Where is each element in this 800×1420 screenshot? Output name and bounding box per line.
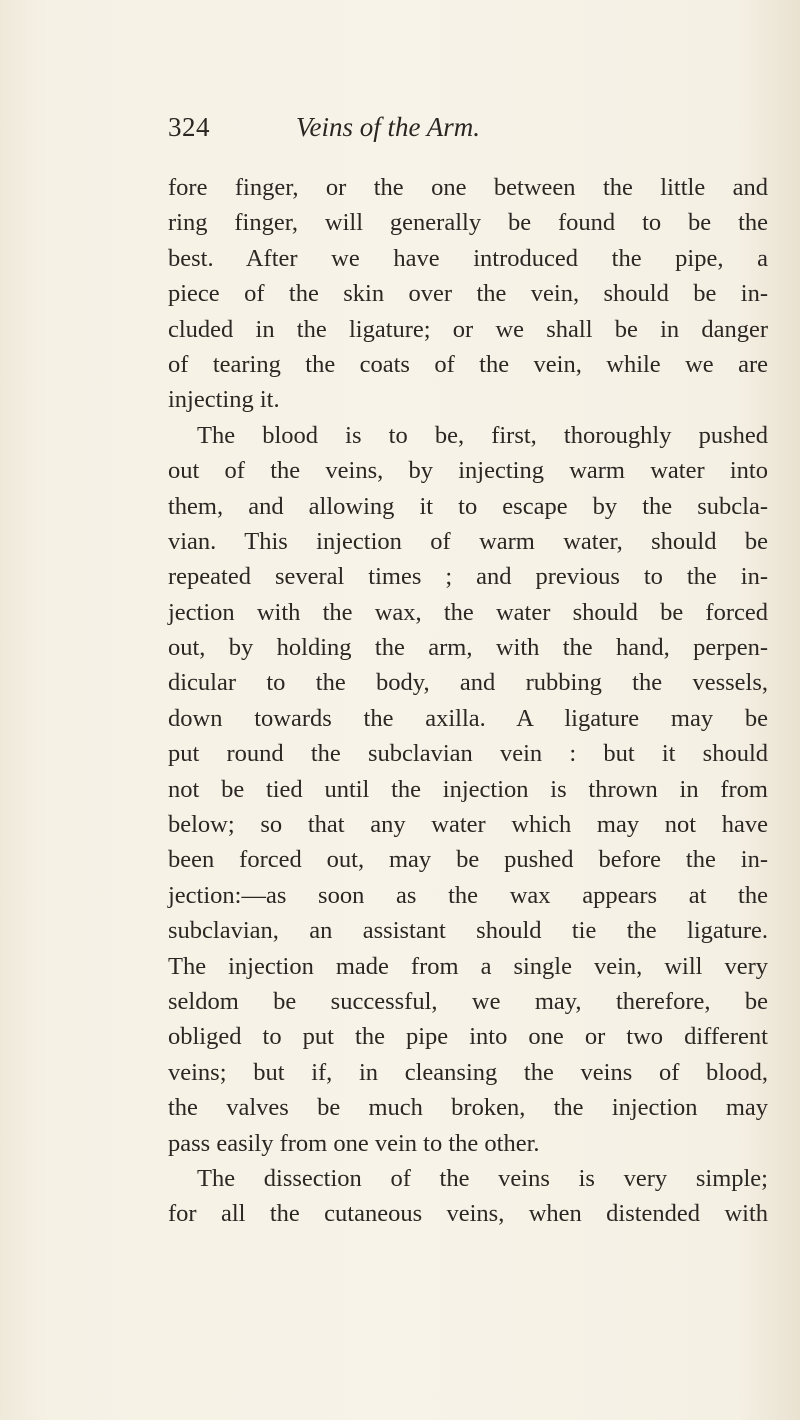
text-line: jection:—as soon as the wax appears at the [168, 881, 768, 909]
text-line: repeated several times ; and previous to the in- [168, 563, 768, 591]
text-line: out of the veins, by injecting warm water into [168, 457, 768, 485]
text-line: dicular to the body, and rubbing the vessels, [168, 669, 768, 697]
text-line: fore finger, or the one between the little and [168, 174, 768, 201]
text-line: veins; but if, in cleansing the veins of blood, [168, 1058, 768, 1086]
text-line: injecting it. [168, 386, 280, 414]
text-line: piece of the skin over the vein, should be in- [168, 280, 768, 308]
text-line: subclavian, an assistant should tie the ligature. [168, 917, 768, 945]
text-line: out, by holding the arm, with the hand, perpen- [168, 634, 768, 662]
text-line: vian. This injection of warm water, should be [168, 527, 768, 555]
page-number: 324 [168, 112, 210, 142]
text-line: best. After we have introduced the pipe, a [168, 244, 768, 272]
text-line: of tearing the coats of the vein, while we are [168, 350, 768, 378]
text-line: cluded in the ligature; or we shall be in danger [168, 315, 768, 343]
text-line: for all the cutaneous veins, when distended with [168, 1200, 768, 1228]
body-text [168, 170, 768, 1232]
text-line: not be tied until the injection is thrown in from [168, 775, 768, 803]
text-line: ring finger, will generally be found to be the [168, 209, 768, 237]
text-line: them, and allowing it to escape by the subcla- [168, 492, 768, 520]
text-line: down towards the axilla. A ligature may be [168, 704, 768, 732]
text-line: jection with the wax, the water should be forced [168, 598, 768, 626]
running-head [168, 112, 598, 152]
text-line: put round the subclavian vein : but it should [168, 740, 768, 768]
text-line: the valves be much broken, the injection may [168, 1094, 768, 1122]
text-line: below; so that any water which may not have [168, 811, 768, 839]
text-line: The blood is to be, first, thoroughly pushed [197, 421, 768, 449]
text-line: obliged to put the pipe into one or two different [168, 1023, 768, 1051]
running-title: Veins of the Arm. [296, 112, 480, 142]
text-line: The dissection of the veins is very simple; [197, 1164, 768, 1192]
text-line: The injection made from a single vein, will very [168, 952, 768, 980]
text-line: been forced out, may be pushed before the in- [168, 846, 768, 874]
text-line: seldom be successful, we may, therefore, be [168, 987, 768, 1015]
text-line: pass easily from one vein to the other. [168, 1129, 540, 1157]
